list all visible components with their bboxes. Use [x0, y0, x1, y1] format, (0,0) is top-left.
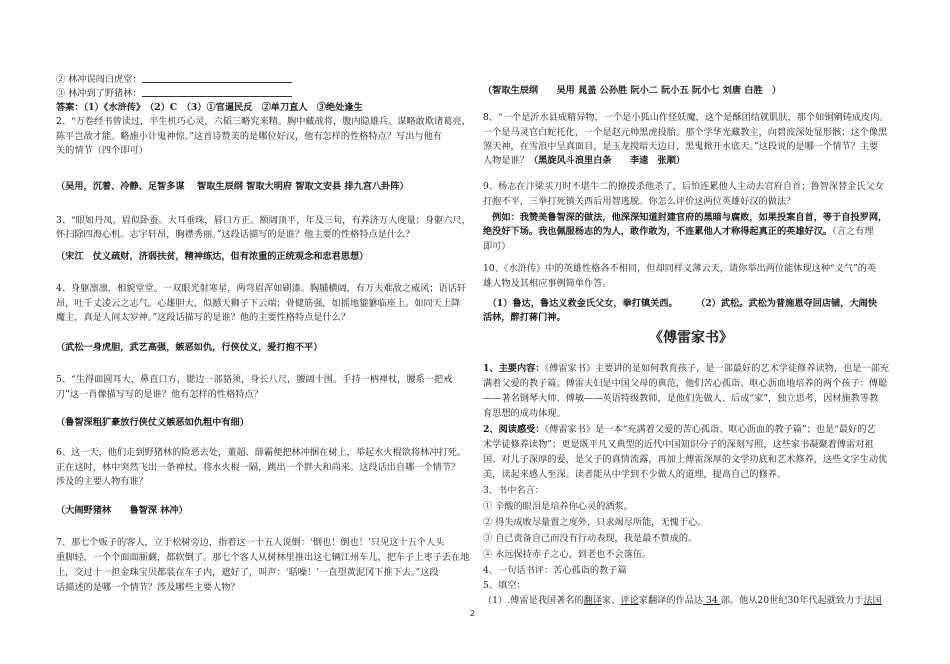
question-line: 3、“眼如丹凤，眉似卧蚕。大耳垂珠，唇口方正。额阔顶平，年及三旬，有养济万人度量；身躯六尺， — [56, 215, 471, 226]
body-line: 育思想的成功体现。 — [483, 408, 566, 419]
question-line: 正在这时，林中突然飞出一条禅杖，将水火棍一隔，跳出一个胖大和尚来。这段话出自哪一个情节？ — [56, 462, 461, 473]
section-title: 《傅雷家书》 — [649, 330, 733, 346]
body-line: 2、阅读感受：《傅雷家书》是一本“充满着父爱的苦心孤诣、呕心沥血的教子篇”；也是“最好的艺 — [483, 424, 876, 435]
answer-line: 绝没好下场。我也佩服杨志的为人，敢作敢为，不连累他人才称得起真正的英雄好汉。（言之有理 — [483, 226, 874, 237]
answer-line: 例如：我赞美鲁智深的做法，他深深知道封建官府的黑暗与腐败，如果投案自首，等于自投罗网， — [483, 212, 888, 223]
question-line: ② 林冲误闯白虎堂： — [56, 72, 292, 86]
body-line: 4、一句话书评：苦心孤诣的教子篇 — [483, 565, 627, 576]
question-line: 7、那七个贩子的客人，立于松树旁边，指着这一十五人说倒：‘倒也！倒也！’只见这十五个人头 — [56, 537, 445, 548]
answer-blank — [142, 86, 292, 97]
answer-line: （武松一身虎胆，武艺高强，嫉恶如仇，行侠仗义，爱打抱不平） — [56, 342, 323, 353]
question-line: 10、《水浒传》中的英雄性格各不相同，但却同样义薄云天，请你举出两位能体现这种“义气”的英 — [483, 263, 877, 274]
question-line: 8、“一个是沂水县成精异物，一个是小狐山作怪妖魔，这个是酥团结就肌肤，那个如铜剜铸成皮肉。 — [483, 112, 889, 123]
question-line: 陈平岂敌才能。略施小计鬼神惊。”这首诗赞美的是哪位好汉，他有怎样的性格特点？写出与他有 — [56, 131, 442, 142]
body-line: 术学徒修养读物”；更是既平凡又典型的近代中国知识分子的深刻写照，这些家书凝聚着傅雷对祖 — [483, 439, 874, 450]
answer-line: 活林，醉打蒋门神。 — [483, 312, 566, 323]
question-line: 话描述的是哪一个情节？涉及哪些主要人物？ — [56, 582, 240, 593]
question-line: 刀”这一肖像描写写的是谁？他有怎样的性格特点？ — [56, 389, 263, 400]
answer-line: （智取生辰纲 吴用 晁盖 公孙胜 阮小二 阮小五 阮小七 刘唐 白胜 ） — [483, 85, 782, 96]
question-line: 9、杨志在汴梁买刀时不堪牛二的撩拨杀他杀了，后怕连累他人主动去官府自首；鲁智深替金氏父女 — [483, 181, 884, 192]
answer-line: （鲁智深粗犷豪放行侠仗义嫉恶如仇粗中有细） — [56, 417, 249, 428]
question-line: ③ 林冲到了野猪林： — [56, 86, 292, 100]
answer-line: 即可） — [483, 241, 511, 252]
body-line: 美，读起来感人至深。读者能从中学到不少做人的道理，提高自己的修养。 — [483, 469, 787, 480]
question-line: 人物是谁？（黑旋风斗浪里白条 李逵 张顺） — [483, 155, 686, 166]
question-line: 一个是马灵官白蛇托化，一个是赵元帅黑虎投胎。那个学华光藏教主，向碧波深处显形骸；这个像黑 — [483, 127, 888, 138]
question-line: 6、这一天，他们走到野猪林的险恶去处，董超、薛霸便把林冲捆在树上，举起水火棍欲将林冲打死。 — [56, 447, 467, 458]
answer-line: （宋江 仗义疏财，济弱扶贫，精神练达，但有浓重的正统观念和忠君思想） — [56, 251, 369, 262]
quote-line: ④ 永远保持赤子之心，到老也不会落伍。 — [483, 549, 652, 560]
page-number: 2 — [470, 609, 476, 618]
body-line: ——著名钢琴大师、傅敏——英语特级教师，是他们先做人、后成“家”，独立思考，因材施教等教 — [483, 393, 879, 404]
answer-line: （吴用，沉着、冷静、足智多谋 智取生辰纲 智取大明府 智取文安县 排九宫八卦阵） — [56, 181, 409, 192]
answer-line: （1）鲁达，鲁达义救金氏父女，拳打镇关西。 （2）武松。武松为普施恩夺回店铺，大闹快 — [483, 298, 878, 309]
quote-line: ② 得失成败尽量置之度外，只求竭尽所能，无愧于心。 — [483, 517, 707, 528]
body-line: 国、对儿子深厚的爱，是父子的真情流露，再加上傅雷深厚的文学功底和艺术修养，这些文字生动优 — [483, 454, 888, 465]
answer-line: 答案：（1）《水浒传》 （2）C （3）①官逼民反 ②单刀直人 ③绝处逢生 — [56, 102, 363, 113]
answer-blank — [142, 72, 292, 83]
fill-in-line: （1）.傅雷是我国著名的翻译家、评论家翻译的作品达 34 部。他从20世纪30年代起就致力于法国 — [483, 595, 882, 606]
question-line: 5、“生得面圆耳大，鼻直口方，腮边一部貉须，身长八尺，腰阔十围。手持一柄禅杖，腰系一把戒 — [56, 374, 453, 385]
question-line: 怀扫除四海心机。志宇轩昂，胸襟秀丽。”这段话描写的是谁？他主要的性格特点是什么？ — [56, 229, 415, 240]
question-line: 重脚轻，一个个面面厮觑，都软倒了。那七个客人从树林里推出这七辆江州车儿，把车子上枣子丢在地 — [56, 552, 470, 563]
quote-line: ① 辛酸的眼泪是培养你心灵的酒浆。 — [483, 501, 633, 512]
body-line: 5、填空： — [483, 580, 526, 591]
question-line: 煞天神，在雪浪中呈真面目，是玉龙搅暗天边日，黑鬼掀开水底天。”这段说的是哪一个情节？主要 — [483, 141, 879, 152]
question-line: 打抱不平，三拳打死镇关西后用智逃脱。你怎么评价这两位英雄好汉的做法？ — [483, 196, 796, 207]
body-line: 满着父爱的教子篇。傅雷夫妇是中国父母的典范，他们苦心孤诣、呕心沥血地培养的两个孩子：傅聪 — [483, 378, 888, 389]
question-line: 上，交过十一担金珠宝贝都装在车子内，遮好了，叫声：‘聒噪！’一直望黄泥冈下推下去。”这段 — [56, 567, 439, 578]
body-line: 1、主要内容：《傅雷家书》主要讲的是如何教育孩子，是一部最好的艺术学徒修养读物，也是一部充 — [483, 363, 890, 374]
body-line: 3、书中名言： — [483, 485, 544, 496]
question-line: 2、“万卷经书曾读过，平生机巧心灵，六韬三略究来精。胸中藏战将，腹内隐雄兵。谋略敢欺诸葛亮， — [56, 116, 471, 127]
question-line: 魔主，真是人间太岁神。”这段话描写的是谁？他的主要性格特点是什么？ — [56, 312, 351, 323]
quote-line: ③ 自己责备自己而没有行动表现，我是最不赞成的。 — [483, 533, 698, 544]
question-line: 涉及的主要人物有谁？ — [56, 476, 148, 487]
answer-line: （大闹野猪林 鲁智深 林冲） — [56, 505, 188, 516]
question-line: 4、身躯凛凛，相貌堂堂。一双眼光射寒星，两弯眉浑如刷漆。胸脯横阔，有万夫难敌之威风；语话轩 — [56, 283, 467, 294]
question-line: 昂，吐千丈凌云之志气。心雄胆大，似撼天狮子下云端；骨健筋强，如摇地貔貅临座上。如同天上降 — [56, 298, 461, 309]
question-line: 雄人物及其相应事例简单作答。 — [483, 278, 612, 289]
question-line: 关的情节（四个即可） — [56, 145, 148, 156]
